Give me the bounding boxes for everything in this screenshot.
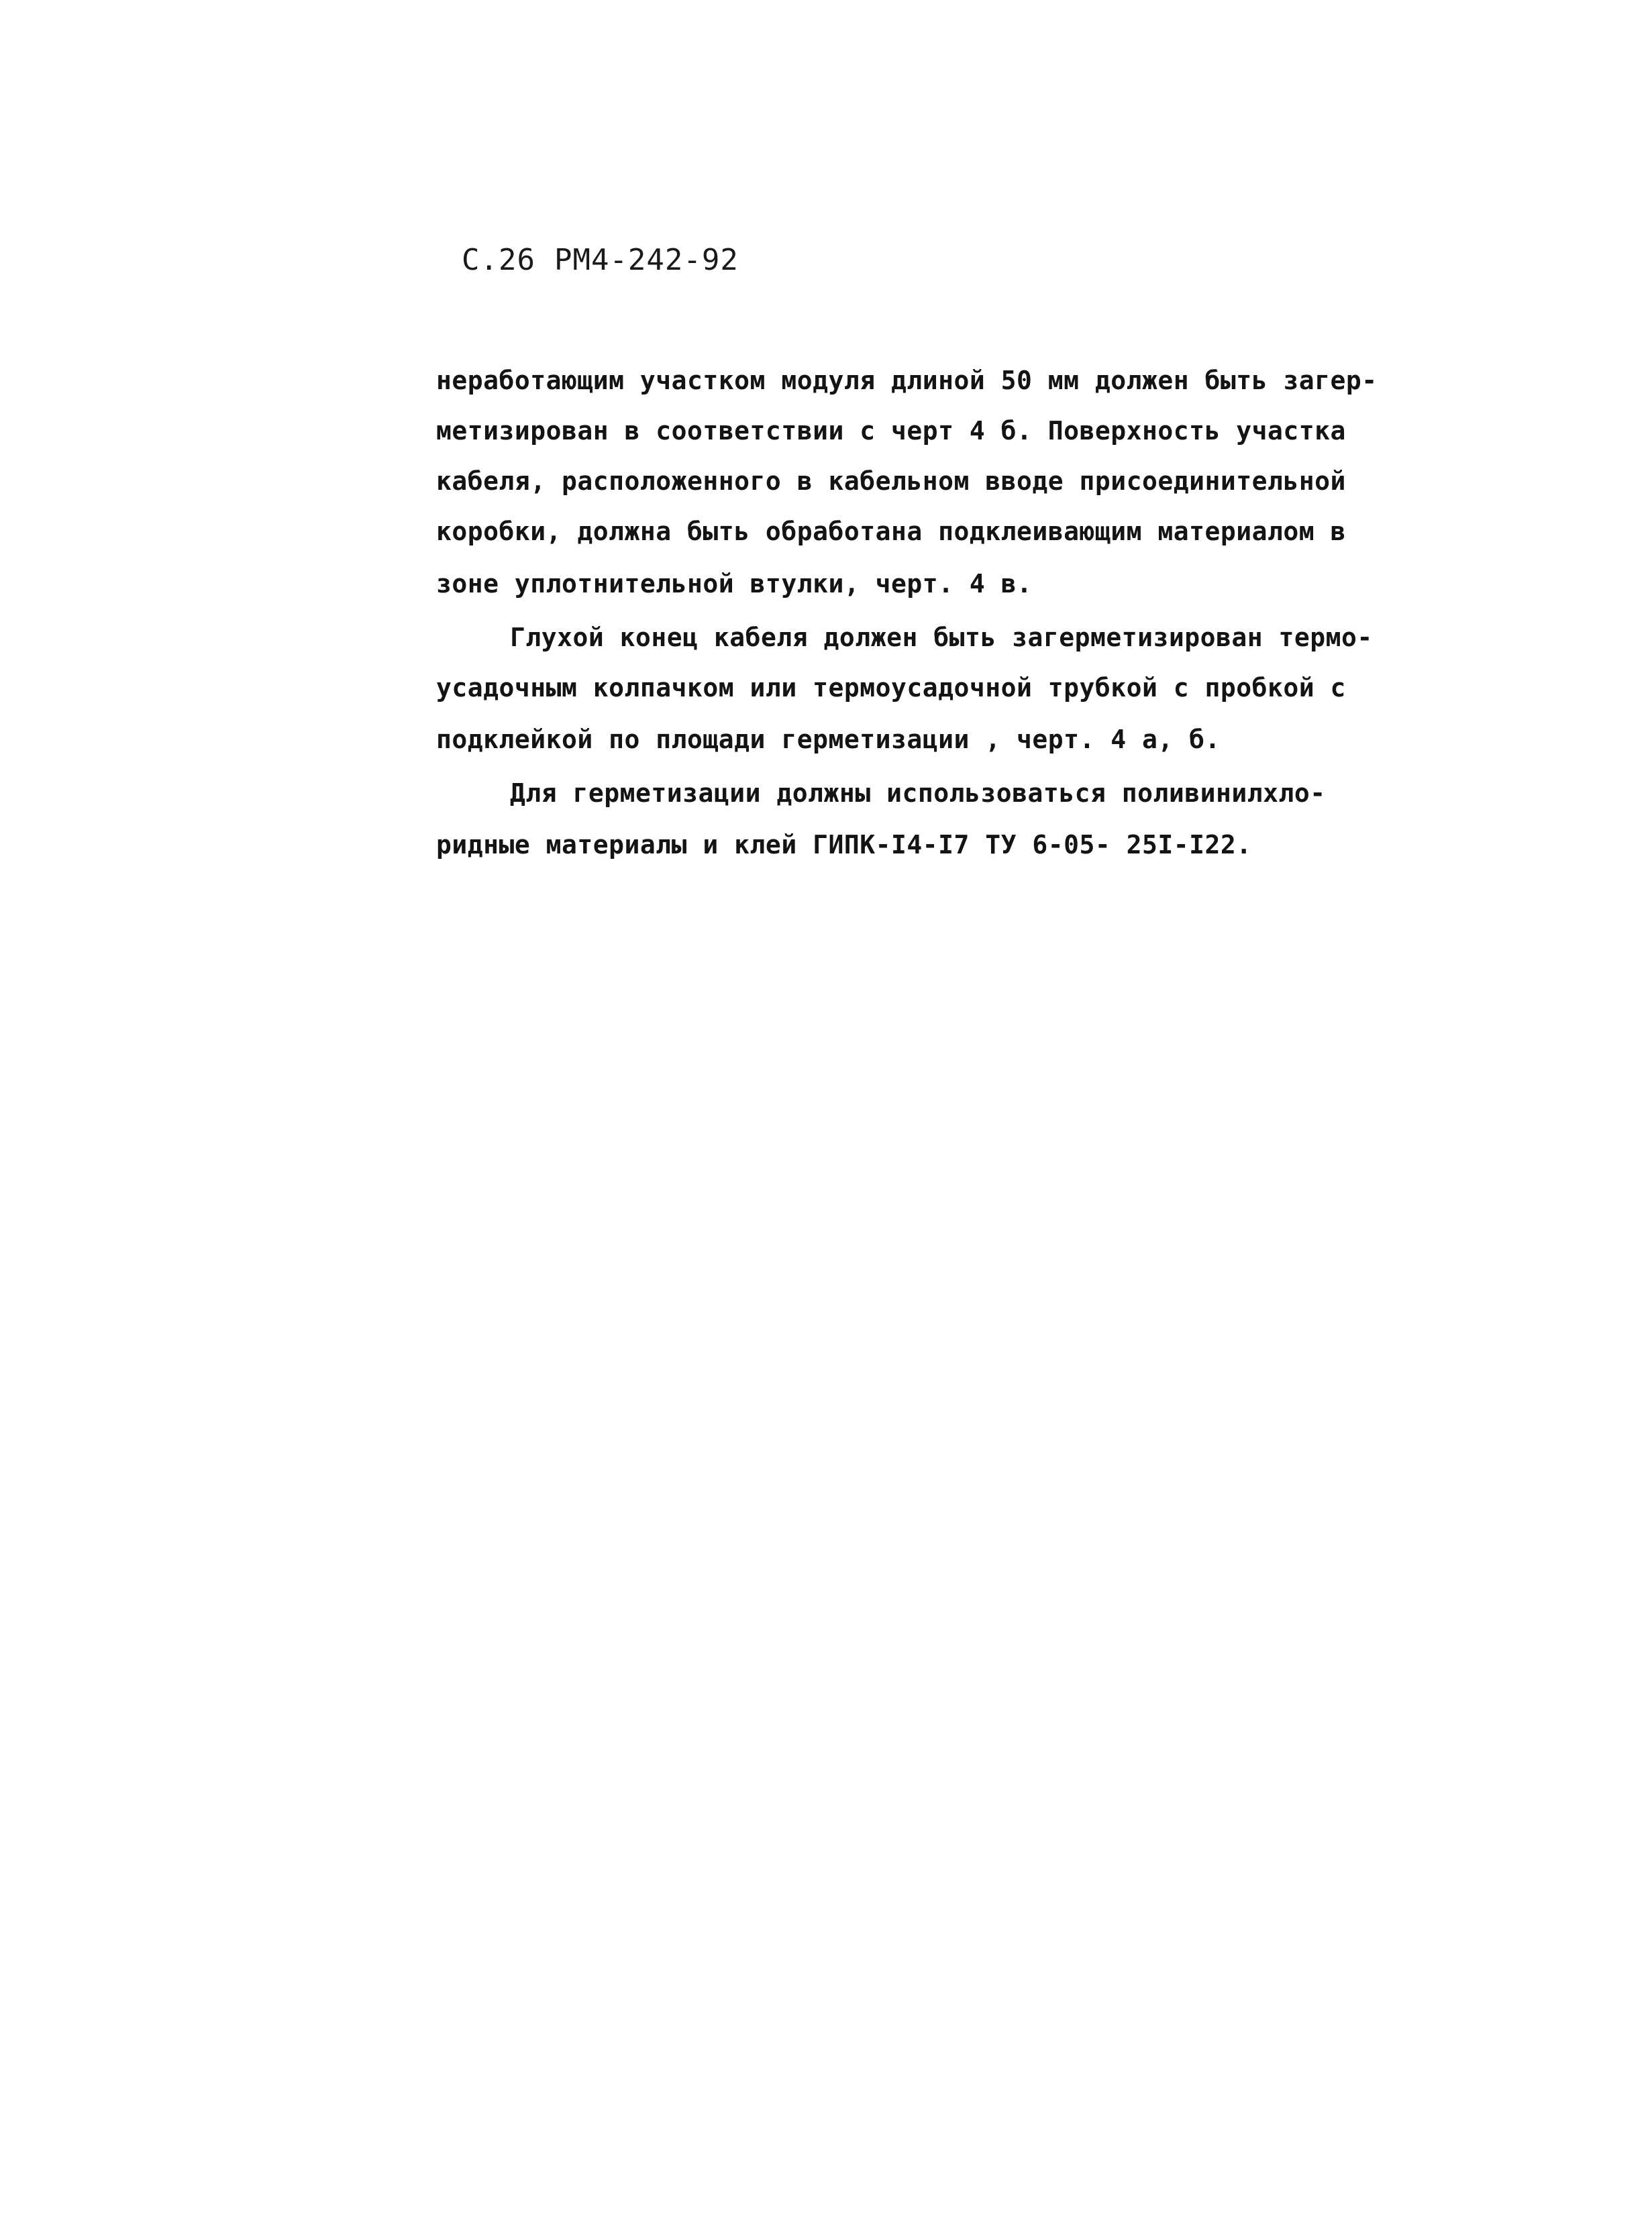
paragraph-line: Для герметизации должны использоваться поливинилхло- [510,778,1326,808]
paragraph-line: метизирован в соответствии с черт 4 б. Поверхность участка [436,416,1346,446]
paragraph-line: Глухой конец кабеля должен быть загерметизирован термо- [510,623,1373,652]
page-number: С.26 [462,243,535,277]
document-code: РМ4-242-92 [554,243,739,277]
paragraph-line: коробки, должна быть обработана подклеивающим материалом в [436,517,1346,546]
paragraph-line: подклейкой по площади герметизации , черт. 4 а, б. [436,725,1221,754]
paragraph-line: кабеля, расположенного в кабельном вводе присоединительной [436,466,1346,496]
page-header [462,243,739,277]
paragraph-line: усадочным колпачком или термоусадочной трубкой с пробкой с [436,673,1346,702]
paragraph-line: неработающим участком модуля длиной 50 мм должен быть загер- [436,366,1378,395]
paragraph-line: зоне уплотнительной втулки, черт. 4 в. [436,569,1033,598]
paragraph-line: ридные материалы и клей ГИПК-I4-I7 ТУ 6-05- 25I-I22. [436,830,1252,860]
